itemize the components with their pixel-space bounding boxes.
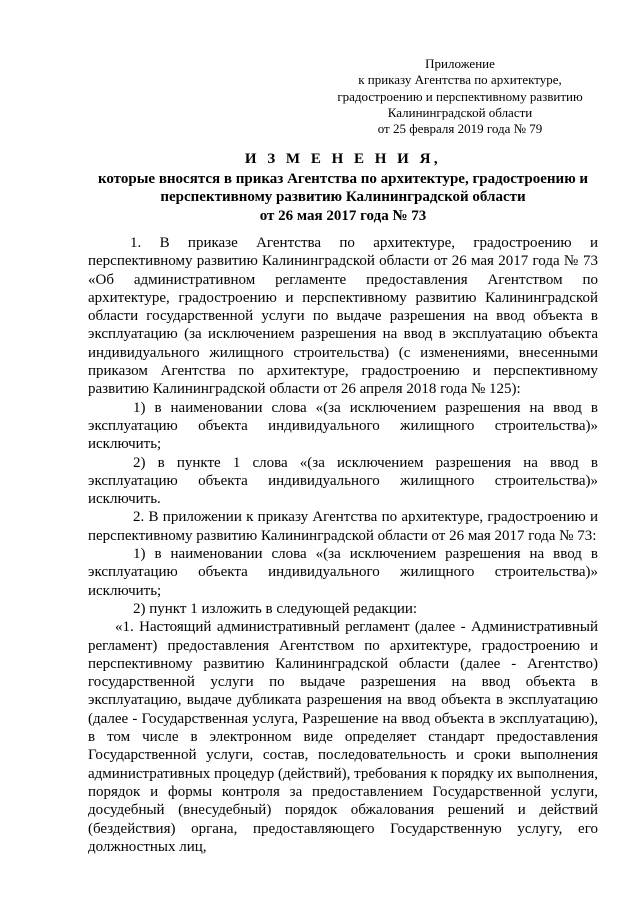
title-subtitle: которые вносятся в приказ Агентства по архитектуре, градостроению и перспективному развитию Калининградской области [97, 170, 589, 205]
document-body [88, 234, 598, 856]
paragraph: «1. Настоящий административный регламент (далее - Административный регламент) предоставления Агентством по архитектуре, градостроению и перспективному развитию Калининградской области (далее - Агентство) государственной услуги по выдаче разрешения на ввод объекта в эксплуатацию, выдаче дубликата разрешения на ввод объекта в эксплуатацию (далее - Государственная услуга, Разрешение на ввод объекта в эксплуатацию), в том числе в электронном виде определяет стандарт предоставления Государственной услуги, состав, последовательность и сроки выполнения административных процедур (действий), требования к порядку их выполнения, порядок и формы контроля за предоставлением Государственной услуги, досудебный (внесудебный) порядок обжалования решений и действий (бездействия) органа, предоставляющего Государственную услугу, его должностных лиц, [88, 619, 598, 855]
paragraph: 2) в пункте 1 слова «(за исключением разрешения на ввод в эксплуатацию объекта индивидуального жилищного строительства)» исключить. [88, 454, 598, 508]
paragraph: 2) пункт 1 изложить в следующей редакции: [133, 600, 418, 617]
appendix-line: градостроению и перспективному развитию [337, 88, 583, 104]
paragraph: 2. В приложении к приказу Агентства по архитектуре, градостроению и перспективному развитию Калининградской области от 26 мая 2017 года № 73: [88, 509, 598, 544]
paragraph: 1. В приказе Агентства по архитектуре, градостроению и перспективному развитию Калининградской области от 26 мая 2017 года № 73 «Об административном регламенте предоставления Агентством по архитектуре, градостроению и перспективному развитию Калининградской области государственной услуги по выдаче разрешения на ввод объекта в эксплуатацию (за исключением разрешения на ввод в эксплуатацию объекта индивидуального жилищного строительства) (с изменениями, внесенными приказом Агентства по архитектуре, градостроению и перспективному развитию Калининградской области от 26 апреля 2018 года № 125): [88, 235, 598, 398]
title-heading: И З М Е Н Е Н И Я, [244, 151, 442, 167]
paragraph: 1) в наименовании слова «(за исключением разрешения на ввод в эксплуатацию объекта индивидуального жилищного строительства)» исключить; [88, 399, 598, 453]
document-title [88, 150, 598, 225]
paragraph: 1) в наименовании слова «(за исключением разрешения на ввод в эксплуатацию объекта индивидуального жилищного строительства)» исключить; [88, 546, 598, 599]
appendix-line: к приказу Агентства по архитектуре, [358, 72, 562, 88]
appendix-line: Калининградской области [387, 104, 533, 120]
title-date-line: от 26 мая 2017 года № 73 [259, 207, 427, 224]
appendix-line: Приложение [425, 56, 495, 71]
appendix-header [330, 56, 590, 137]
appendix-line: от 25 февраля 2019 года № 79 [377, 121, 543, 137]
